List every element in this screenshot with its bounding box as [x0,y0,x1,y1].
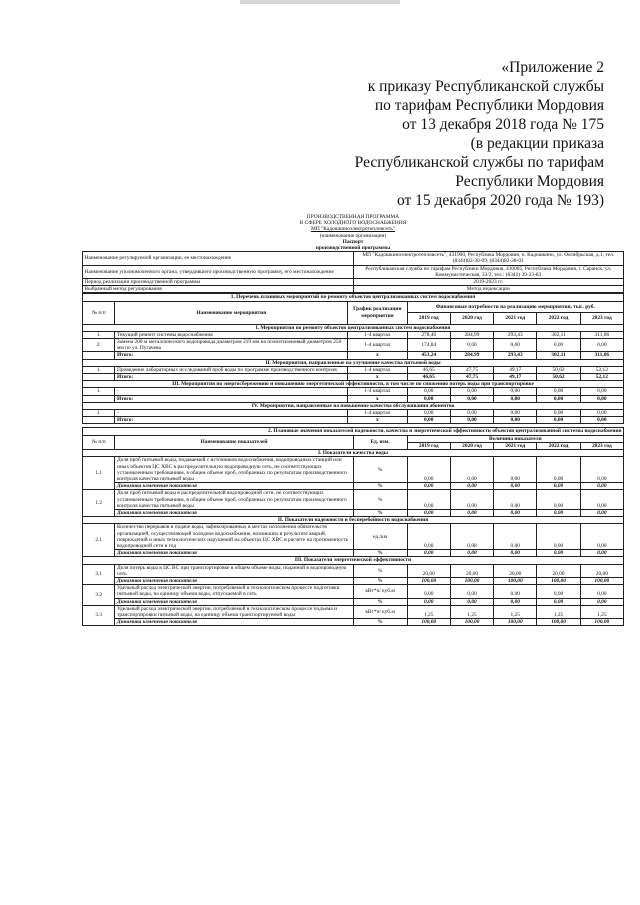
total-value: 50,62 [537,374,580,381]
program-title: ПРОИЗВОДСТВЕННАЯ ПРОГРАММА [306,214,400,220]
column-header-no: № п/п [83,301,115,324]
passport-label: Наименование регулируемой организации, ее местонахождение [83,252,354,265]
indicator-name: Удельный расход электрической энергии, потребляемой в технологическом процессе подготовки питьевой воды, на единицу объема воды, отпускаемой в сеть [115,585,353,598]
dynamics-unit: % [353,509,407,516]
finance-value: 0,00 [580,410,623,417]
indicator-value: 1,25 [407,605,450,618]
column-header-schedule: График реализации мероприятия [348,301,408,324]
dynamics-value: 0,00 [450,483,493,490]
indicator-value: 0,00 [407,585,450,598]
column-header-value: Величина показателя [407,435,623,442]
finance-value: 284,99 [450,331,493,338]
total-value: 0,00 [537,395,580,402]
row-number: 1. [83,388,115,395]
dynamics-value: 100,00 [407,619,450,626]
total-value: 0,00 [580,395,623,402]
section-row [83,517,624,524]
finance-value: 311,06 [580,331,623,338]
indicator-value: 0,00 [494,524,537,550]
appendix-line: к приказу Республиканской службы [367,78,604,95]
dynamics-value: 0,00 [450,598,493,605]
appendix-line: по тарифам Республики Мордовия [374,97,604,114]
measure-schedule: 1-4 квартал [348,388,408,395]
finance-value: 0,00 [450,339,493,352]
section-row [83,450,624,457]
passport-table [82,251,624,293]
organization-name: МП "Кадошкиноэлектротепловсеть" [311,226,395,233]
row-number: 1.1 [83,457,115,490]
section-row [83,381,624,388]
finance-value: 0,00 [494,339,537,352]
row-number: 1. [83,410,115,417]
dynamics-unit: % [353,483,407,490]
total-schedule: х [348,374,408,381]
indicator-value: 0,00 [450,490,493,510]
section-title: IV. Мероприятия, направленные на повышение качества обслуживания абонентов [83,402,624,409]
dynamics-value: 0,00 [407,550,450,557]
finance-value: 0,00 [580,388,623,395]
dynamics-label: Динамика изменения показателя [115,598,353,605]
total-value: 0,00 [494,395,537,402]
measure-name: - [115,410,348,417]
appendix-line: Республиканской службы по тарифам [354,154,604,171]
dynamics-value: 0,00 [580,550,623,557]
indicator-value: 0,00 [537,490,580,510]
measures-table [82,293,624,424]
measure-name: - [115,388,348,395]
dynamics-value: 100,00 [494,577,537,584]
indicator-value: 0,00 [580,457,623,483]
section-title: II. Мероприятия, направленные на улучшение качества питьевой воды [83,359,624,366]
finance-value: 174,84 [407,339,450,352]
dynamics-value: 0,00 [494,598,537,605]
finance-value: 0,00 [580,339,623,352]
finance-value: 0,00 [494,388,537,395]
section-title: II. Показатели надежности и бесперебойности водоснабжения [83,517,624,524]
total-value: 0,00 [450,395,493,402]
appendix-line: от 13 декабря 2018 года № 175 [402,116,604,133]
total-value: 52,12 [580,374,623,381]
organization-note: (наименование организации) [319,232,387,239]
dynamics-value: 100,00 [450,619,493,626]
indicator-value: 0,00 [407,457,450,483]
dynamics-row [83,483,624,490]
finance-value: 50,62 [537,366,580,373]
dynamics-row [83,619,624,626]
indicator-value: 1,25 [494,605,537,618]
measure-schedule: 1-4 квартал [348,366,408,373]
total-label: Итого: [115,374,348,381]
dynamics-value: 0,00 [494,483,537,490]
year-header: 2023 год [580,442,623,449]
section-title: III. Мероприятия по энергосбережению и повышению энергетической эффективности, в том числе по снижению потерь воды при транспортировке [83,381,624,388]
document-body [82,214,624,626]
year-header: 2019 год [407,313,450,325]
total-value: 0,00 [580,417,623,424]
total-value: 0,00 [537,417,580,424]
total-value: 47,75 [450,374,493,381]
indicator-value: 0,00 [407,490,450,510]
dynamics-value: 100,00 [450,577,493,584]
passport-value: МП "Кадошкиноэлектротепловсеть", 431900, Республика Мордовия, п. Кадошкино, ул. Октябрьская, д.1, тел. (8344)82-30-09, (8344)82-38-01 [353,252,624,265]
section-title: III. Показатели энергетической эффективности [83,557,624,564]
section-row [83,557,624,564]
total-label: Итого: [115,417,348,424]
total-value: 453,24 [407,352,450,359]
dynamics-label: Динамика изменения показателя [115,483,353,490]
dynamics-value: 0,00 [537,483,580,490]
row-number: 1. [83,331,115,338]
total-row [83,352,624,359]
year-header: 2019 год [407,442,450,449]
indicator-value: 0,00 [580,524,623,550]
column-header-unit: Ед. изм. [353,435,407,449]
year-header: 2022 год [537,442,580,449]
finance-value: 46,65 [407,366,450,373]
measure-name: Текущий ремонт системы водоснабжения [115,331,348,338]
total-row [83,395,624,402]
indicator-value: 1,25 [537,605,580,618]
measure-name: Замена 200 м металлического водопровода диаметром 219 мм на полиэтиленовый диаметром 250 мм по ул. Пугачева [115,339,348,352]
column-header-finance: Финансовые потребности на реализацию мероприятия, тыс. руб. [407,301,623,313]
section-title: I. Показатели качества воды [83,450,624,457]
program-subtitle: В СФЕРЕ ХОЛОДНОГО ВОДОСНАБЖЕНИЯ [299,220,407,227]
dynamics-value: 0,00 [537,509,580,516]
finance-value: 0,00 [494,410,537,417]
indicator-value: 0,00 [494,457,537,483]
dynamics-value: 0,00 [580,509,623,516]
dynamics-value: 100,00 [494,619,537,626]
total-label: Итого: [115,395,348,402]
appendix-line: «Приложение 2 [501,59,604,76]
indicator-unit: % [353,457,407,483]
total-value: 0,00 [494,417,537,424]
indicator-unit: ед./км [353,524,407,550]
passport-title: Паспорт [342,238,364,245]
passport-row [83,279,624,286]
row-number: 1. [83,366,115,373]
total-value: 0,00 [450,417,493,424]
dynamics-label: Динамика изменения показателя [115,577,353,584]
finance-value: 52,12 [580,366,623,373]
dynamics-label: Динамика изменения показателя [115,550,353,557]
passport-value: Метод индексации [353,286,624,293]
dynamics-value: 100,00 [537,577,580,584]
indicator-unit: кВт*ч/ куб.м [353,585,407,598]
indicator-name: Удельный расход электрической энергии, потребляемой в технологическом процессе подъема и транспортировки питьевой воды, на единицу объема транспортируемой воды [115,605,353,618]
indicators-table [82,427,624,626]
table-row [83,388,624,395]
measure-schedule: 1-4 квартал [348,410,408,417]
indicator-value: 20,00 [580,564,623,577]
indicators-title: 2. Плановые значения показателей надежности, качества и энергетической эффективности объектов централизованной системы водоснабжения [83,428,624,435]
dynamics-row [83,577,624,584]
finance-value: 47,75 [450,366,493,373]
passport-row [83,265,624,278]
passport-label: Выбранный метод регулирования [83,286,354,293]
row-number: 2. [83,339,115,352]
indicator-name: Доля потерь воды в ЦС ВС при транспортировке в общем объеме воды, поданной в водопроводную сеть [115,564,353,577]
table-row [83,366,624,373]
finance-value: 0,00 [450,410,493,417]
total-row [83,374,624,381]
table-row [83,410,624,417]
indicator-name: Доля проб питьевой воды в распределительной водопроводной сети, не соответствующих установленным требованиям, в общем объеме проб, отобранных по результатам производственного контроля качества питьевой воды [115,490,353,510]
dynamics-value: 0,00 [450,550,493,557]
finance-value: 0,00 [537,388,580,395]
total-value: 293,43 [494,352,537,359]
indicator-value: 0,00 [494,585,537,598]
appendix-line: от 15 декабря 2020 года № 193) [396,192,604,209]
finance-value: 0,00 [450,388,493,395]
dynamics-value: 100,00 [537,619,580,626]
finance-value: 0,00 [537,339,580,352]
finance-value: 302,11 [537,331,580,338]
row-number: 2.1 [83,524,115,557]
dynamics-value: 100,00 [407,577,450,584]
finance-value: 0,00 [407,388,450,395]
table-row [83,339,624,352]
year-header: 2021 год [494,442,537,449]
section-row [83,324,624,331]
year-header: 2020 год [450,313,493,325]
finance-value: 293,43 [494,331,537,338]
dynamics-row [83,598,624,605]
column-header-no: № п/п [83,435,115,449]
table-row [83,331,624,338]
dynamics-value: 0,00 [494,550,537,557]
dynamics-row [83,550,624,557]
dynamics-value: 0,00 [580,598,623,605]
dynamics-value: 0,00 [407,509,450,516]
dynamics-label: Динамика изменения показателя [115,509,353,516]
indicator-unit: % [353,490,407,510]
dynamics-value: 100,00 [580,619,623,626]
finance-value: 0,00 [537,410,580,417]
total-value: 302,11 [537,352,580,359]
passport-row [83,286,624,293]
row-number: 3.3 [83,605,115,626]
indicator-value: 0,00 [580,490,623,510]
total-value: 0,00 [407,417,450,424]
indicator-value: 20,00 [494,564,537,577]
dynamics-unit: % [353,598,407,605]
appendix-line: Республики Мордовия [455,173,604,190]
measure-schedule: 1-4 квартал [348,339,408,352]
passport-row [83,252,624,265]
indicator-value: 20,00 [407,564,450,577]
indicator-value: 0,00 [537,585,580,598]
dynamics-value: 0,00 [580,483,623,490]
measure-name: Проведение лабораторных исследований проб воды по программе производственного контроля [115,366,348,373]
finance-value: 49,17 [494,366,537,373]
indicator-value: 0,00 [450,585,493,598]
total-value: 284,99 [450,352,493,359]
row-number: 3.2 [83,585,115,606]
column-header-name: Наименование мероприятия [115,301,348,324]
dynamics-row [83,509,624,516]
indicator-unit: % [353,564,407,577]
indicator-value: 0,00 [537,524,580,550]
appendix-header [274,58,604,210]
dynamics-value: 0,00 [450,509,493,516]
dynamics-value: 0,00 [407,598,450,605]
dynamics-value: 0,00 [537,598,580,605]
dynamics-unit: % [353,619,407,626]
total-value: 0,00 [407,395,450,402]
measures-title: 1. Перечень плановых мероприятий по ремонту объектов централизованных систем водоснабжения [83,294,624,301]
indicator-value: 20,00 [450,564,493,577]
row-number: 3.1 [83,564,115,585]
indicator-name: Количество перерывов в подаче воды, зафиксированных в местах исполнения обязательств организацией, осуществляющей холодное водоснабжение, возникших в результате аварий, повреждений и иных технологических нарушений на объектах ЦС ХВС в расчете на протяженность водопроводной сети в год [115,524,353,550]
total-label: Итого: [115,352,348,359]
indicator-value: 0,00 [407,524,450,550]
dynamics-unit: % [353,550,407,557]
passport-value: 2019-2023 гг. [353,279,624,286]
section-row [83,359,624,366]
total-schedule: х [348,417,408,424]
indicator-row [83,490,624,510]
section-title: I. Мероприятия по ремонту объектов централизованных систем водоснабжения [83,324,624,331]
indicator-name: Доля проб питьевой воды, подаваемой с источников водоснабжения, водопроводных станций или иных объектов ЦС ХВС в распределительную водопроводную сеть, не соответствующих установленным требованиям, в общем объеме проб, отобранных по результатам производственного контроля качества питьевой воды [115,457,353,483]
indicator-value: 1,25 [580,605,623,618]
dynamics-value: 0,00 [537,550,580,557]
indicator-row [83,564,624,577]
indicator-value: 1,25 [450,605,493,618]
indicator-value: 0,08 [450,524,493,550]
dynamics-value: 100,00 [580,577,623,584]
passport-label: Наименование уполномоченного органа, утвердившего производственную программу, его местонахождение [83,265,354,278]
passport-label: Период реализации производственной программы [83,279,354,286]
indicator-value: 0,00 [450,457,493,483]
year-header: 2021 год [494,313,537,325]
scan-artifact [240,0,400,4]
total-schedule: х [348,395,408,402]
indicator-row [83,457,624,483]
year-header: 2020 год [450,442,493,449]
total-value: 49,17 [494,374,537,381]
column-header-indicator: Наименование показателей [115,435,353,449]
indicator-row [83,605,624,618]
total-value: 46,65 [407,374,450,381]
dynamics-value: 0,00 [407,483,450,490]
indicator-value: 0,00 [580,585,623,598]
dynamics-label: Динамика изменения показателя [115,619,353,626]
indicator-value: 20,00 [537,564,580,577]
dynamics-value: 0,00 [494,509,537,516]
measure-schedule: 1-4 квартал [348,331,408,338]
total-row [83,417,624,424]
row-number: 1.2 [83,490,115,517]
indicator-value: 0,00 [494,490,537,510]
dynamics-unit: % [353,577,407,584]
indicator-row [83,585,624,598]
year-header: 2022 год [537,313,580,325]
finance-value: 278,40 [407,331,450,338]
finance-value: 0,00 [407,410,450,417]
indicator-value: 0,00 [537,457,580,483]
passport-subtitle: производственной программы [315,245,391,252]
indicator-unit: кВт*ч/ куб.м [353,605,407,618]
total-value: 311,06 [580,352,623,359]
year-header: 2023 год [580,313,623,325]
indicator-row [83,524,624,550]
appendix-line: (в редакции приказа [470,135,604,152]
total-schedule: х [348,352,408,359]
passport-value: Республиканская служба по тарифам Республики Мордовия, 430005, Республика Мордовия, г. Саранск, ул. Коммунистическая, 33/2, тел.: (8342) 39-23-83 [353,265,624,278]
section-row [83,402,624,409]
